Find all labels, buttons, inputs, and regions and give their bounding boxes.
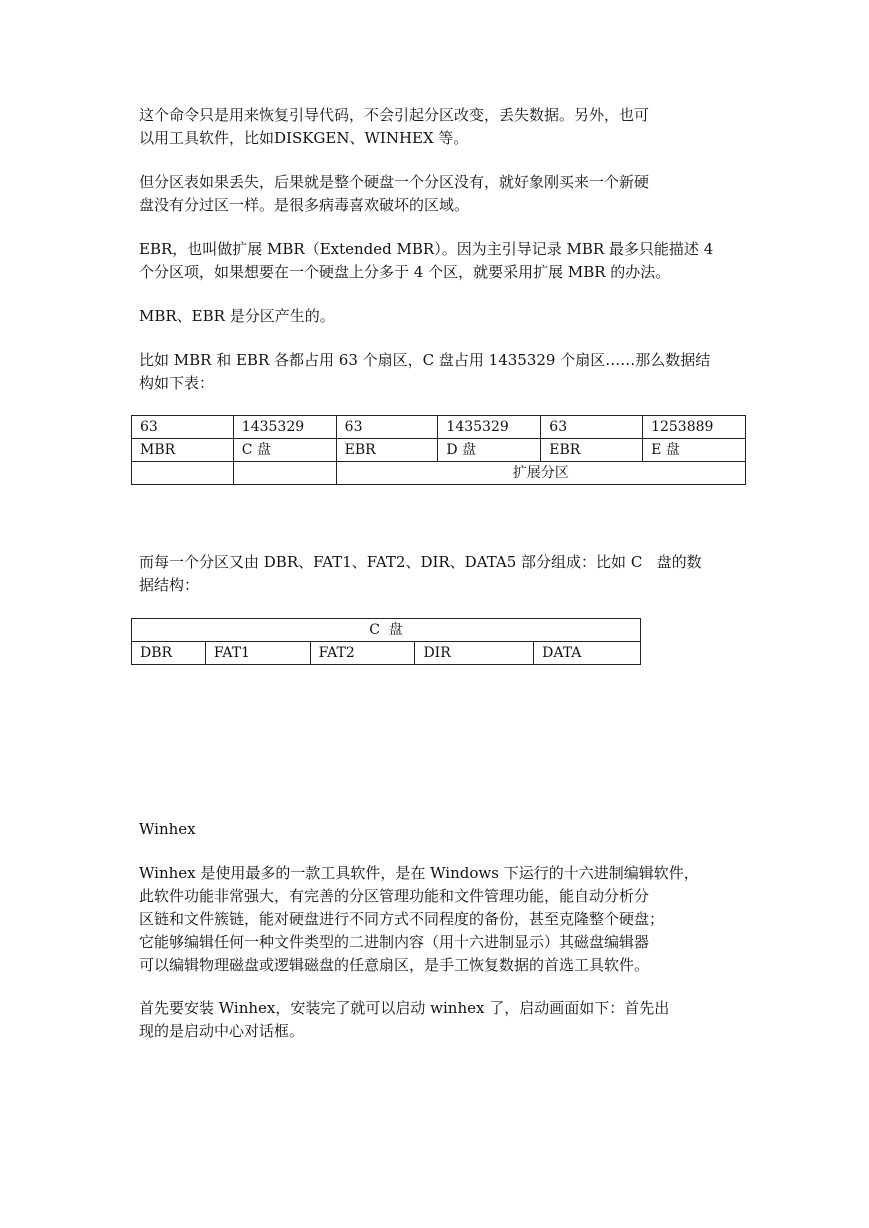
- table-cell: 1253889: [643, 416, 746, 439]
- table-cell: EBR: [541, 439, 643, 462]
- table-cell: C 盘: [233, 439, 336, 462]
- paragraph-mbr-ebr: [139, 305, 739, 328]
- paragraph-partition-table-loss: [139, 171, 739, 217]
- partition-layout-table: [131, 415, 746, 485]
- text-line: 此软件功能非常强大，有完善的分区管理功能和文件管理功能，能自动分析分: [139, 887, 650, 905]
- paragraph-ebr-intro: [139, 238, 739, 284]
- text-line: 盘没有分过区一样。是很多病毒喜欢破坏的区域。: [139, 196, 470, 214]
- text-line: 个分区项，如果想要在一个硬盘上分多于 4 个区，就要采用扩展 MBR 的办法。: [139, 263, 671, 281]
- text-line: 以用工具软件，比如DISKGEN、WINHEX 等。: [139, 129, 469, 147]
- table-cell: EBR: [336, 439, 438, 462]
- paragraph-sector-example: [139, 349, 739, 395]
- table-cell: [233, 462, 336, 485]
- section-heading-winhex: [139, 818, 739, 841]
- table-cell: E 盘: [643, 439, 746, 462]
- table-row: [132, 642, 641, 665]
- text-line: 而每一个分区又由 DBR、FAT1、FAT2、DIR、DATA5 部分组成：比如 C 盘的数: [139, 553, 702, 571]
- text-line: 但分区表如果丢失，后果就是整个硬盘一个分区没有，就好象刚买来一个新硬: [139, 173, 650, 191]
- extended-partition-cell: 扩展分区: [336, 462, 745, 485]
- text-line: MBR、EBR 是分区产生的。: [139, 307, 335, 325]
- text-line: Winhex 是使用最多的一款工具软件，是在 Windows 下运行的十六进制编辑软件，: [139, 864, 699, 882]
- table-cell: [132, 462, 234, 485]
- table-cell: 1435329: [438, 416, 541, 439]
- text-line: 首先要安装 Winhex，安装完了就可以启动 winhex 了，启动画面如下：首先出: [139, 999, 670, 1017]
- paragraph-restore-note: [139, 104, 739, 150]
- table-row: [132, 619, 641, 642]
- table-cell: FAT1: [205, 642, 310, 665]
- text-line: 这个命令只是用来恢复引导代码，不会引起分区改变，丢失数据。另外，也可: [139, 106, 650, 124]
- text-line: 现的是启动中心对话框。: [139, 1022, 305, 1040]
- text-line: 据结构：: [139, 576, 200, 594]
- table-row: [132, 439, 746, 462]
- table-cell: MBR: [132, 439, 234, 462]
- table-cell: DIR: [415, 642, 534, 665]
- text-line: 比如 MBR 和 EBR 各都占用 63 个扇区，C 盘占用 1435329 个扇区……那么数据结: [139, 351, 711, 369]
- table-cell: DATA: [534, 642, 641, 665]
- table-header-cell: C 盘: [132, 619, 641, 642]
- paragraph-partition-components: [139, 551, 739, 597]
- table-cell: FAT2: [310, 642, 415, 665]
- table-row: [132, 416, 746, 439]
- text-line: 可以编辑物理磁盘或逻辑磁盘的任意扇区，是手工恢复数据的首选工具软件。: [139, 956, 650, 974]
- c-drive-structure-table: [131, 618, 641, 665]
- table-row: [132, 462, 746, 485]
- text-line: 它能够编辑任何一种文件类型的二进制内容（用十六进制显示）其磁盘编辑器: [139, 933, 650, 951]
- text-line: 区链和文件簇链，能对硬盘进行不同方式不同程度的备份，甚至克隆整个硬盘；: [139, 910, 665, 928]
- table-cell: 63: [132, 416, 234, 439]
- table-cell: 63: [541, 416, 643, 439]
- paragraph-winhex-description: [139, 862, 739, 977]
- paragraph-winhex-install: [139, 997, 739, 1043]
- text-line: Winhex: [139, 820, 196, 838]
- table-cell: 63: [336, 416, 438, 439]
- table-cell: 1435329: [233, 416, 336, 439]
- table-cell: DBR: [132, 642, 206, 665]
- table-cell: D 盘: [438, 439, 541, 462]
- text-line: 构如下表：: [139, 374, 215, 392]
- text-line: EBR，也叫做扩展 MBR（Extended MBR）。因为主引导记录 MBR 最多只能描述 4: [139, 240, 714, 258]
